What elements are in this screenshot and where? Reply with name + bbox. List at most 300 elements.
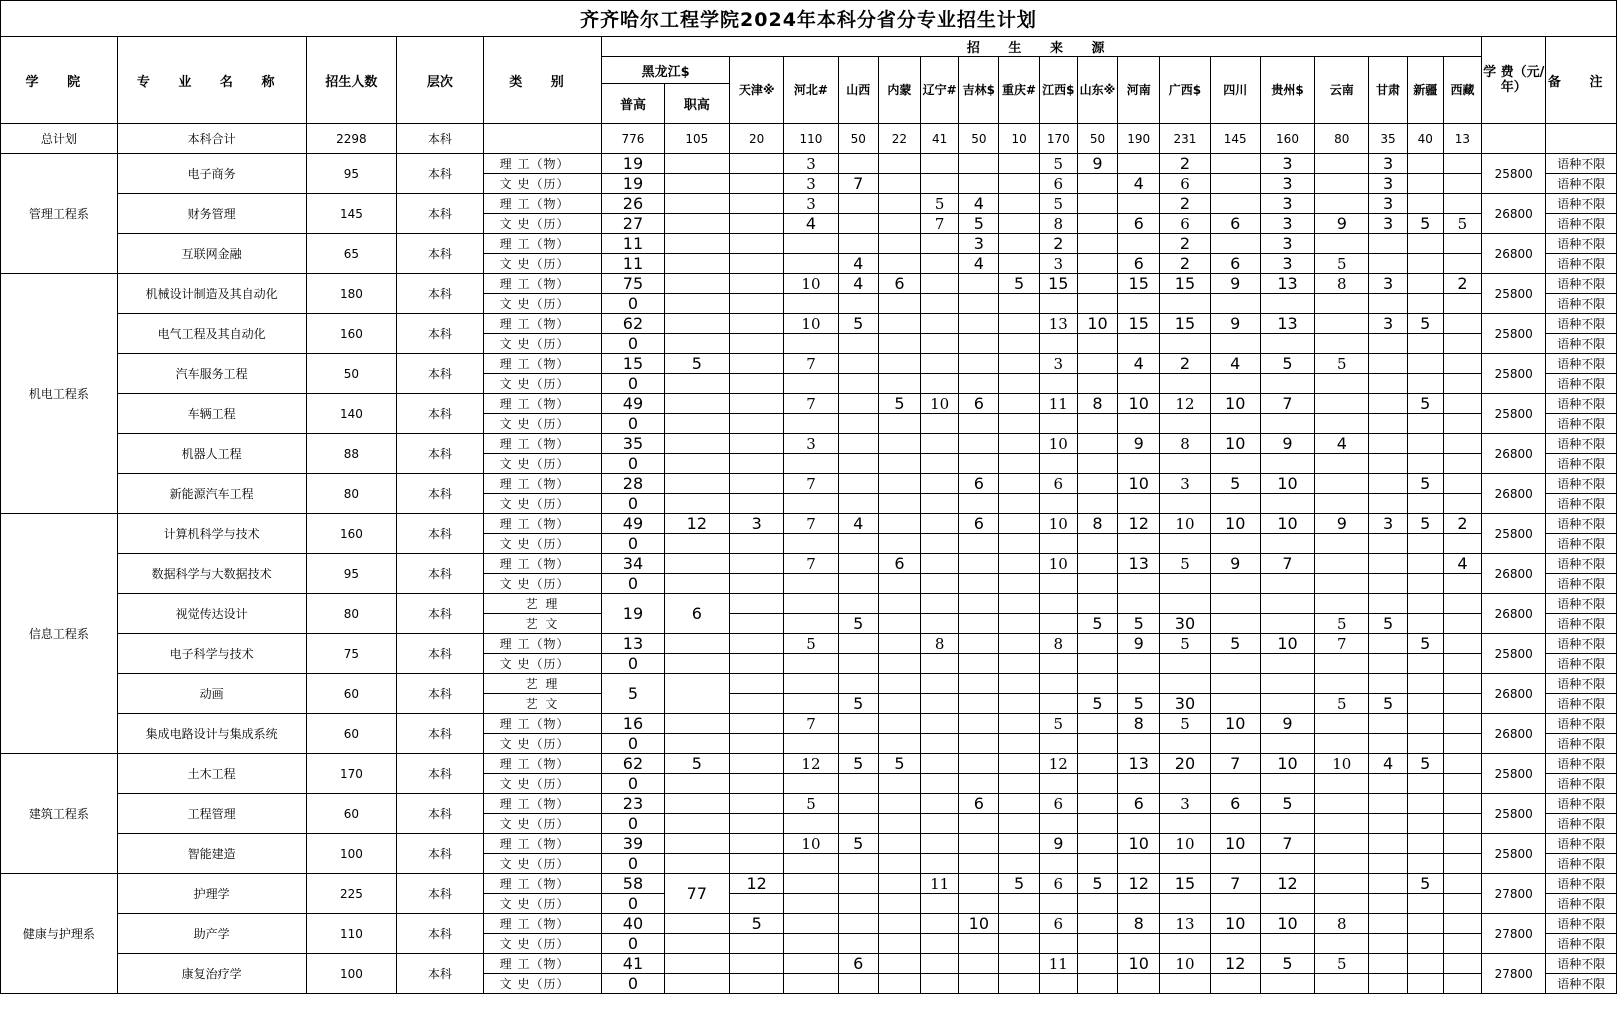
quota-cell: [921, 494, 959, 514]
quota-cell: [1443, 374, 1481, 394]
quota-cell: [1118, 454, 1160, 474]
quota-cell: 10: [1210, 434, 1260, 454]
tuition-cell: 25800: [1482, 354, 1546, 394]
quota-cell: [1210, 174, 1260, 194]
category-label: 理 工（物）: [483, 514, 602, 534]
major-level: 本科: [397, 234, 483, 274]
quota-cell: 15: [1118, 274, 1160, 294]
quota-cell: [1315, 194, 1369, 214]
quota-cell: [1210, 234, 1260, 254]
total-major: 本科合计: [117, 124, 306, 154]
quota-cell: [1160, 734, 1210, 754]
quota-cell: [1443, 234, 1481, 254]
quota-cell: [1039, 374, 1077, 394]
quota-cell: [1407, 734, 1443, 754]
quota-cell: 5: [1039, 714, 1077, 734]
quota-cell: [959, 454, 999, 474]
quota-cell: 7: [1260, 834, 1314, 854]
quota-cell: [1407, 534, 1443, 554]
quota-cell: [1118, 654, 1160, 674]
quota-cell: [838, 414, 878, 434]
quota-cell: [999, 814, 1039, 834]
quota-cell: 27: [602, 214, 664, 234]
quota-cell: [1315, 474, 1369, 494]
major-count: 100: [306, 834, 397, 874]
quota-cell: [921, 894, 959, 914]
quota-cell: [838, 974, 878, 994]
quota-cell: [730, 594, 784, 614]
quota-cell: [1160, 594, 1210, 614]
quota-cell: [921, 534, 959, 554]
quota-cell: [730, 654, 784, 674]
quota-cell: [1407, 654, 1443, 674]
quota-cell: 6: [1039, 794, 1077, 814]
quota-cell: 15: [1039, 274, 1077, 294]
quota-cell: [1039, 334, 1077, 354]
remark-cell: 语种不限: [1546, 514, 1617, 534]
quota-cell: [664, 394, 729, 414]
quota-cell: [878, 894, 920, 914]
quota-cell: 3: [1260, 194, 1314, 214]
major-level: 本科: [397, 514, 483, 554]
tuition-cell: 25800: [1482, 514, 1546, 554]
category-label: 理 工（物）: [483, 834, 602, 854]
quota-cell: 5: [1407, 314, 1443, 334]
quota-cell: [730, 634, 784, 654]
quota-cell: [1315, 734, 1369, 754]
quota-cell: [959, 494, 999, 514]
tuition-cell: 26800: [1482, 234, 1546, 274]
quota-cell: [1210, 594, 1260, 614]
quota-cell: [1407, 794, 1443, 814]
quota-cell: 15: [602, 354, 664, 374]
quota-cell: [959, 774, 999, 794]
major-count: 80: [306, 474, 397, 514]
quota-cell: [730, 774, 784, 794]
quota-cell: 30: [1160, 614, 1210, 634]
quota-cell: [1118, 294, 1160, 314]
remark-cell: 语种不限: [1546, 694, 1617, 714]
category-label: 理 工（物）: [483, 954, 602, 974]
category-label: 理 工（物）: [483, 754, 602, 774]
total-quota: 110: [784, 124, 838, 154]
quota-cell: 13: [602, 634, 664, 654]
college-header: 学 院: [1, 37, 118, 124]
quota-cell: 0: [602, 574, 664, 594]
quota-cell: [1443, 874, 1481, 894]
quota-cell: [664, 214, 729, 234]
quota-cell: [878, 574, 920, 594]
quota-cell: 7: [838, 174, 878, 194]
quota-cell: [1443, 934, 1481, 954]
quota-cell: [1407, 914, 1443, 934]
remark-cell: 语种不限: [1546, 394, 1617, 414]
quota-cell: [1369, 534, 1407, 554]
quota-cell: [838, 234, 878, 254]
quota-cell: 5: [1315, 254, 1369, 274]
quota-cell: 6: [1039, 914, 1077, 934]
quota-cell: [921, 154, 959, 174]
quota-cell: 4: [959, 194, 999, 214]
quota-cell: [730, 194, 784, 214]
major-count: 160: [306, 314, 397, 354]
quota-cell: [1210, 974, 1260, 994]
quota-cell: [730, 354, 784, 374]
quota-cell: [1443, 454, 1481, 474]
quota-cell: [1407, 834, 1443, 854]
quota-cell: [1039, 614, 1077, 634]
quota-cell: [1039, 974, 1077, 994]
quota-cell: [1443, 334, 1481, 354]
remark-cell: 语种不限: [1546, 834, 1617, 854]
quota-cell: 3: [1369, 154, 1407, 174]
major-name: 机器人工程: [117, 434, 306, 474]
quota-cell: 10: [959, 914, 999, 934]
category-label: 理 工（物）: [483, 634, 602, 654]
quota-cell: [1443, 974, 1481, 994]
quota-cell: [1443, 854, 1481, 874]
remark-cell: 语种不限: [1546, 294, 1617, 314]
quota-cell: [921, 294, 959, 314]
quota-cell: [1039, 854, 1077, 874]
total-quota: 105: [664, 124, 729, 154]
quota-cell: [1077, 714, 1117, 734]
quota-cell: [1369, 494, 1407, 514]
quota-cell: [878, 694, 920, 714]
quota-cell: [1369, 834, 1407, 854]
quota-cell: [1260, 654, 1314, 674]
remark-cell: 语种不限: [1546, 194, 1617, 214]
quota-cell: 5: [1443, 214, 1481, 234]
quota-cell: [921, 474, 959, 494]
quota-cell: [1077, 534, 1117, 554]
quota-cell: [664, 314, 729, 334]
remark-cell: 语种不限: [1546, 814, 1617, 834]
quota-cell: [878, 814, 920, 834]
quota-cell: [959, 654, 999, 674]
quota-cell: [1077, 574, 1117, 594]
quota-cell: [1443, 194, 1481, 214]
quota-cell: [1077, 734, 1117, 754]
general-high-header: 普高: [602, 84, 664, 124]
quota-cell: 10: [1039, 514, 1077, 534]
remark-cell: 语种不限: [1546, 154, 1617, 174]
quota-cell: 8: [1315, 914, 1369, 934]
table-row: [1, 354, 1617, 374]
major-level: 本科: [397, 674, 483, 714]
major-level: 本科: [397, 874, 483, 914]
quota-cell: [999, 474, 1039, 494]
category-label: 理 工（物）: [483, 194, 602, 214]
quota-cell: 26: [602, 194, 664, 214]
quota-cell: [999, 694, 1039, 714]
quota-cell: 5: [878, 394, 920, 414]
quota-cell: [1407, 694, 1443, 714]
quota-cell: [1369, 254, 1407, 274]
category-label: 理 工（物）: [483, 794, 602, 814]
quota-cell: [1039, 454, 1077, 474]
quota-cell: [1077, 234, 1117, 254]
quota-cell: 9: [1315, 214, 1369, 234]
quota-cell: [1260, 934, 1314, 954]
quota-cell: 7: [784, 714, 838, 734]
remark-cell: 语种不限: [1546, 654, 1617, 674]
quota-cell: [1369, 734, 1407, 754]
quota-cell: [1039, 774, 1077, 794]
quota-cell: [1118, 374, 1160, 394]
major-name: 视觉传达设计: [117, 594, 306, 634]
quota-cell: [921, 254, 959, 274]
quota-cell: [1160, 334, 1210, 354]
tuition-cell: 27800: [1482, 914, 1546, 954]
quota-cell: [664, 374, 729, 394]
quota-cell: 28: [602, 474, 664, 494]
quota-cell: [838, 334, 878, 354]
quota-cell: [878, 914, 920, 934]
quota-cell: [838, 574, 878, 594]
quota-cell: 10: [1260, 754, 1314, 774]
tuition-cell: 25800: [1482, 834, 1546, 874]
quota-cell: 10: [1118, 954, 1160, 974]
quota-cell: 5: [1160, 554, 1210, 574]
quota-cell: [1407, 454, 1443, 474]
quota-cell: [664, 294, 729, 314]
quota-cell: [1210, 814, 1260, 834]
major-name: 车辆工程: [117, 394, 306, 434]
major-count: 95: [306, 154, 397, 194]
quota-cell: [838, 454, 878, 474]
quota-cell: 4: [959, 254, 999, 274]
major-level: 本科: [397, 194, 483, 234]
quota-cell: [959, 374, 999, 394]
quota-cell: [730, 334, 784, 354]
total-quota: 22: [878, 124, 920, 154]
quota-cell: [730, 734, 784, 754]
quota-cell: 3: [784, 174, 838, 194]
quota-cell: [1443, 154, 1481, 174]
quota-cell: 7: [1260, 554, 1314, 574]
quota-cell: [730, 274, 784, 294]
quota-cell: [1077, 414, 1117, 434]
quota-cell: 3: [1039, 354, 1077, 374]
quota-cell: [999, 914, 1039, 934]
table-row: [1, 474, 1617, 494]
remark-cell: 语种不限: [1546, 254, 1617, 274]
quota-cell: [730, 174, 784, 194]
category-label: 文 史（历）: [483, 574, 602, 594]
quota-cell: [959, 734, 999, 754]
quota-cell: 13: [1039, 314, 1077, 334]
province-header: 云南: [1315, 57, 1369, 124]
department-name: 信息工程系: [1, 514, 118, 754]
quota-cell: [1369, 794, 1407, 814]
quota-cell: 5: [999, 274, 1039, 294]
quota-cell: [1369, 714, 1407, 734]
remark-cell: 语种不限: [1546, 934, 1617, 954]
total-quota: 170: [1039, 124, 1077, 154]
category-label: 理 工（物）: [483, 154, 602, 174]
quota-cell: [730, 434, 784, 454]
quota-cell: [1160, 774, 1210, 794]
province-header: 贵州$: [1260, 57, 1314, 124]
table-row: [1, 514, 1617, 534]
quota-cell: 10: [1260, 474, 1314, 494]
quota-cell: [1160, 654, 1210, 674]
quota-cell: 20: [1160, 754, 1210, 774]
quota-cell: 4: [784, 214, 838, 234]
quota-cell: 10: [1077, 314, 1117, 334]
quota-cell: 8: [1118, 914, 1160, 934]
quota-cell: 5: [1315, 354, 1369, 374]
quota-cell: 3: [784, 434, 838, 454]
quota-cell: [1369, 554, 1407, 574]
quota-cell: 2: [1443, 514, 1481, 534]
remark-cell: 语种不限: [1546, 754, 1617, 774]
quota-cell: [1210, 654, 1260, 674]
tuition-cell: 26800: [1482, 674, 1546, 714]
major-count: 225: [306, 874, 397, 914]
quota-cell: [730, 794, 784, 814]
quota-cell: 5: [838, 694, 878, 714]
quota-cell: [664, 494, 729, 514]
quota-cell: [1077, 374, 1117, 394]
quota-cell: 9: [1260, 714, 1314, 734]
quota-cell: 5: [1407, 754, 1443, 774]
quota-cell: [1210, 734, 1260, 754]
quota-cell: [838, 394, 878, 414]
quota-cell: [664, 854, 729, 874]
quota-cell: [1407, 714, 1443, 734]
quota-cell: 5: [1407, 874, 1443, 894]
major-name: 新能源汽车工程: [117, 474, 306, 514]
quota-cell: [959, 814, 999, 834]
quota-cell: 0: [602, 654, 664, 674]
quota-cell: [1369, 674, 1407, 694]
remark-cell: 语种不限: [1546, 614, 1617, 634]
quota-cell: [878, 474, 920, 494]
quota-cell: 10: [1118, 394, 1160, 414]
quota-cell: [1077, 654, 1117, 674]
table-row: [1, 194, 1617, 214]
quota-cell: [730, 754, 784, 774]
quota-cell: 12: [664, 514, 729, 534]
category-label: 文 史（历）: [483, 334, 602, 354]
quota-cell: [878, 434, 920, 454]
quota-cell: [1315, 174, 1369, 194]
remark-cell: 语种不限: [1546, 874, 1617, 894]
quota-cell: [1443, 774, 1481, 794]
quota-cell: 5: [1369, 614, 1407, 634]
quota-cell: [1369, 814, 1407, 834]
remark-cell: 语种不限: [1546, 974, 1617, 994]
quota-cell: 0: [602, 974, 664, 994]
quota-cell: [1443, 254, 1481, 274]
quota-cell: [921, 734, 959, 754]
quota-cell: [878, 534, 920, 554]
vocational-high-header: 职高: [664, 84, 729, 124]
quota-cell: [999, 614, 1039, 634]
quota-cell: [878, 494, 920, 514]
quota-cell: [664, 574, 729, 594]
quota-cell: [838, 894, 878, 914]
quota-cell: [1118, 774, 1160, 794]
quota-cell: [921, 354, 959, 374]
quota-cell: [1443, 474, 1481, 494]
quota-cell: [1077, 774, 1117, 794]
quota-cell: [664, 834, 729, 854]
quota-cell: 35: [602, 434, 664, 454]
quota-cell: 5: [878, 754, 920, 774]
quota-cell: 8: [921, 634, 959, 654]
major-name: 土木工程: [117, 754, 306, 794]
quota-cell: [999, 514, 1039, 534]
quota-cell: [959, 954, 999, 974]
quota-cell: [1443, 414, 1481, 434]
quota-cell: 10: [1160, 954, 1210, 974]
quota-cell: 0: [602, 854, 664, 874]
quota-cell: 41: [602, 954, 664, 974]
quota-cell: 5: [1369, 694, 1407, 714]
level-header: 层次: [397, 37, 483, 124]
quota-cell: [730, 534, 784, 554]
quota-cell: 0: [602, 534, 664, 554]
quota-cell: [1369, 594, 1407, 614]
quota-cell: 62: [602, 314, 664, 334]
quota-cell: [1160, 574, 1210, 594]
quota-cell: 0: [602, 294, 664, 314]
tuition-cell: 25800: [1482, 154, 1546, 194]
quota-cell: [1315, 714, 1369, 734]
quota-cell: [784, 454, 838, 474]
quota-cell: [1407, 774, 1443, 794]
quota-cell: [1407, 974, 1443, 994]
quota-cell: [1369, 414, 1407, 434]
quota-cell: 9: [1039, 834, 1077, 854]
quota-cell: 6: [838, 954, 878, 974]
quota-cell: 6: [878, 554, 920, 574]
quota-cell: 3: [1369, 514, 1407, 534]
quota-cell: [1118, 814, 1160, 834]
quota-cell: [959, 634, 999, 654]
quota-cell: [1407, 354, 1443, 374]
quota-cell: [878, 514, 920, 534]
major-name: 护理学: [117, 874, 306, 914]
quota-cell: [999, 354, 1039, 374]
quota-cell: 0: [602, 894, 664, 914]
quota-cell: [784, 734, 838, 754]
quota-cell: 6: [1039, 474, 1077, 494]
quota-cell: [959, 694, 999, 714]
table-row: [1, 874, 1617, 894]
quota-cell: [921, 454, 959, 474]
quota-cell: [1443, 794, 1481, 814]
quota-cell: [730, 834, 784, 854]
quota-cell: [1315, 854, 1369, 874]
quota-cell: [999, 494, 1039, 514]
quota-cell: [1443, 954, 1481, 974]
quota-cell: [784, 654, 838, 674]
quota-cell: [921, 854, 959, 874]
remark-cell: 语种不限: [1546, 594, 1617, 614]
quota-cell: 5: [1315, 614, 1369, 634]
quota-cell: [921, 274, 959, 294]
quota-cell: [838, 714, 878, 734]
quota-cell: 13: [1260, 314, 1314, 334]
quota-cell: [1260, 294, 1314, 314]
quota-cell: [1407, 174, 1443, 194]
total-tuition: [1482, 124, 1546, 154]
remark-cell: 语种不限: [1546, 674, 1617, 694]
